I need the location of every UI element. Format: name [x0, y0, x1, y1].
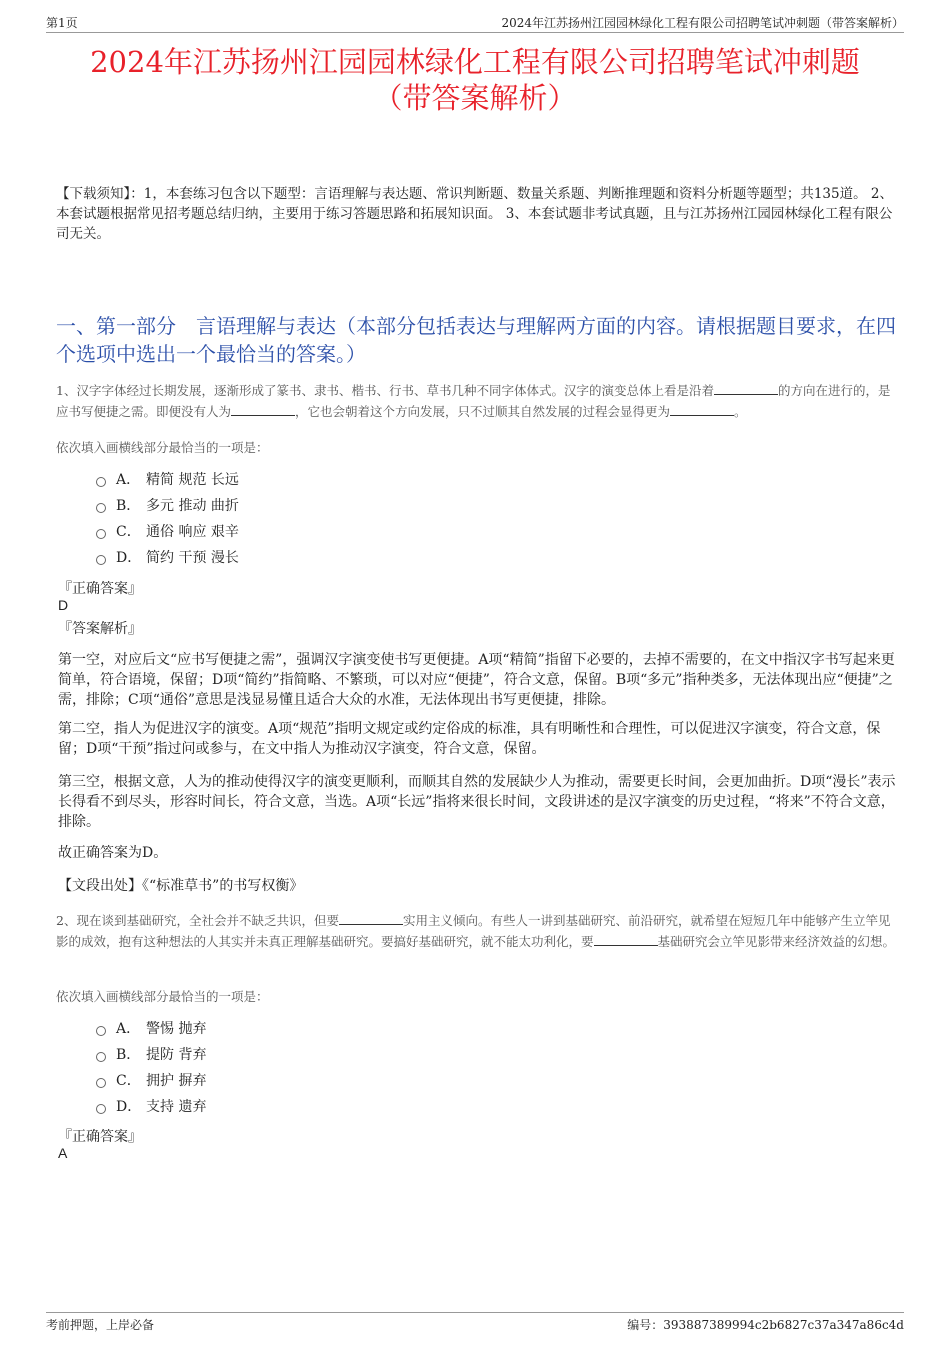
title-line-2: （带答案解析）	[373, 81, 577, 115]
question-1-options	[96, 467, 239, 571]
download-notice: 【下载须知】：1，本套练习包含以下题型：言语理解与表达题、常识判断题、数量关系题、判断推理题和资料分析题等题型；共135道。 2、本套试题根据常见招考题总结归纳，主要用于练习答题思路和拓展知识面。 3、本套试题非考试真题，且与江苏扬州江园园林绿化工程有限公司无关。	[56, 186, 893, 242]
header-doc-title: 2024年江苏扬州江园园林绿化工程有限公司招聘笔试冲刺题（带答案解析）	[501, 16, 904, 30]
question-1-instruction: 依次填入画横线部分最恰当的一项是：	[56, 440, 269, 455]
correct-answer: D	[58, 597, 69, 613]
analysis-paragraph-2: 第二空，指人为促进汉字的演变。A项“规范”指明文规定或约定俗成的标准，具有明晰性和合理性，可以促进汉字演变，符合文意，保留；D项“干预”指过问或参与，在文中指人为推动汉字演变，符合文意，保留。	[58, 721, 881, 757]
analysis-paragraph-3: 第三空，根据文意，人为的推动使得汉字的演变更顺利，而顺其自然的发展缺少人为推动，需要更长时间，会更加曲折。D项“漫长”表示长得看不到尽头，形容时间长，符合文意，当选。A项“长远”指将来很长时间，文段讲述的是汉字演变的历史过程，“将来”不符合文意，排除。	[58, 774, 896, 830]
analysis-conclusion: 故正确答案为D。	[58, 845, 168, 861]
correct-answer-label: 『正确答案』	[58, 1129, 142, 1145]
question-1-text: 1、汉字字体经过长期发展，逐渐形成了篆书、隶书、楷书、行书、草书几种不同字体体式。汉字的演变总体上看是沿着 的方向在进行的，是应书写便捷之需。即便没有人为 ，它也会朝着这个方向发展，只不过顺其自然发展的过程会显得更为 。	[56, 383, 891, 419]
radio-icon[interactable]	[96, 1104, 106, 1114]
option-d[interactable]: D． 简约 干预 漫长	[96, 545, 239, 571]
section-heading: 一、第一部分 言语理解与表达（本部分包括表达与理解两方面的内容。请根据题目要求，在四个选项中选出一个最恰当的答案。）	[56, 314, 896, 366]
analysis-paragraph-1: 第一空，对应后文“应书写便捷之需”，强调汉字演变使书写更便捷。A项“精简”指留下必要的，去掉不需要的，在文中指汉字书写起来更简单，符合语境，保留；D项“简约”指简略、不繁琐，可以对应“便捷”，符合文意，保留。B项“多元”指种类多，无法体现出应“便捷”之需，排除；C项“通俗”意思是浅显易懂且适合大众的水准，无法体现出书写更便捷，排除。	[58, 652, 895, 708]
radio-icon[interactable]	[96, 1026, 106, 1036]
footer-slogan: 考前押题，上岸必备	[46, 1318, 155, 1332]
option-b[interactable]: B． 提防 背弃	[96, 1042, 206, 1068]
radio-icon[interactable]	[96, 555, 106, 565]
correct-answer-label: 『正确答案』	[58, 581, 142, 597]
blank-line	[339, 912, 403, 925]
page-number: 第1页	[46, 16, 78, 30]
correct-answer: A	[58, 1145, 68, 1161]
page-footer	[46, 1312, 904, 1335]
question-2-instruction: 依次填入画横线部分最恰当的一项是：	[56, 989, 269, 1004]
footer-serial: 编号：393887389994c2b6827c37a347a86c4d	[627, 1318, 904, 1332]
analysis-label: 『答案解析』	[58, 621, 142, 637]
radio-icon[interactable]	[96, 477, 106, 487]
option-c[interactable]: C． 拥护 摒弃	[96, 1068, 206, 1094]
option-d[interactable]: D． 支持 遗弃	[96, 1094, 206, 1120]
radio-icon[interactable]	[96, 1078, 106, 1088]
text-source: 【文段出处】《“标准草书”的书写权衡》	[58, 878, 304, 894]
title-line-1: 2024年江苏扬州江园园林绿化工程有限公司招聘笔试冲刺题	[90, 45, 860, 79]
document-title	[40, 44, 910, 116]
question-2-text: 2、现在谈到基础研究，全社会并不缺乏共识，但要 实用主义倾向。有些人一讲到基础研究、前沿研究，就希望在短短几年中能够产生立竿见影的成效，抱有这种想法的人其实并未真正理解基础研究。要搞好基础研究，就不能太功利化，要 基础研究会立竿见影带来经济效益的幻想。	[56, 913, 896, 949]
page-header	[46, 14, 904, 33]
option-a[interactable]: A． 警惕 抛弃	[96, 1016, 206, 1042]
option-a[interactable]: A． 精简 规范 长远	[96, 467, 239, 493]
blank-line	[594, 933, 658, 946]
option-b[interactable]: B． 多元 推动 曲折	[96, 493, 239, 519]
blank-line	[714, 382, 778, 395]
option-c[interactable]: C． 通俗 响应 艰辛	[96, 519, 239, 545]
radio-icon[interactable]	[96, 1052, 106, 1062]
radio-icon[interactable]	[96, 503, 106, 513]
blank-line	[670, 403, 734, 416]
blank-line	[231, 403, 295, 416]
radio-icon[interactable]	[96, 529, 106, 539]
question-2-options	[96, 1016, 206, 1120]
